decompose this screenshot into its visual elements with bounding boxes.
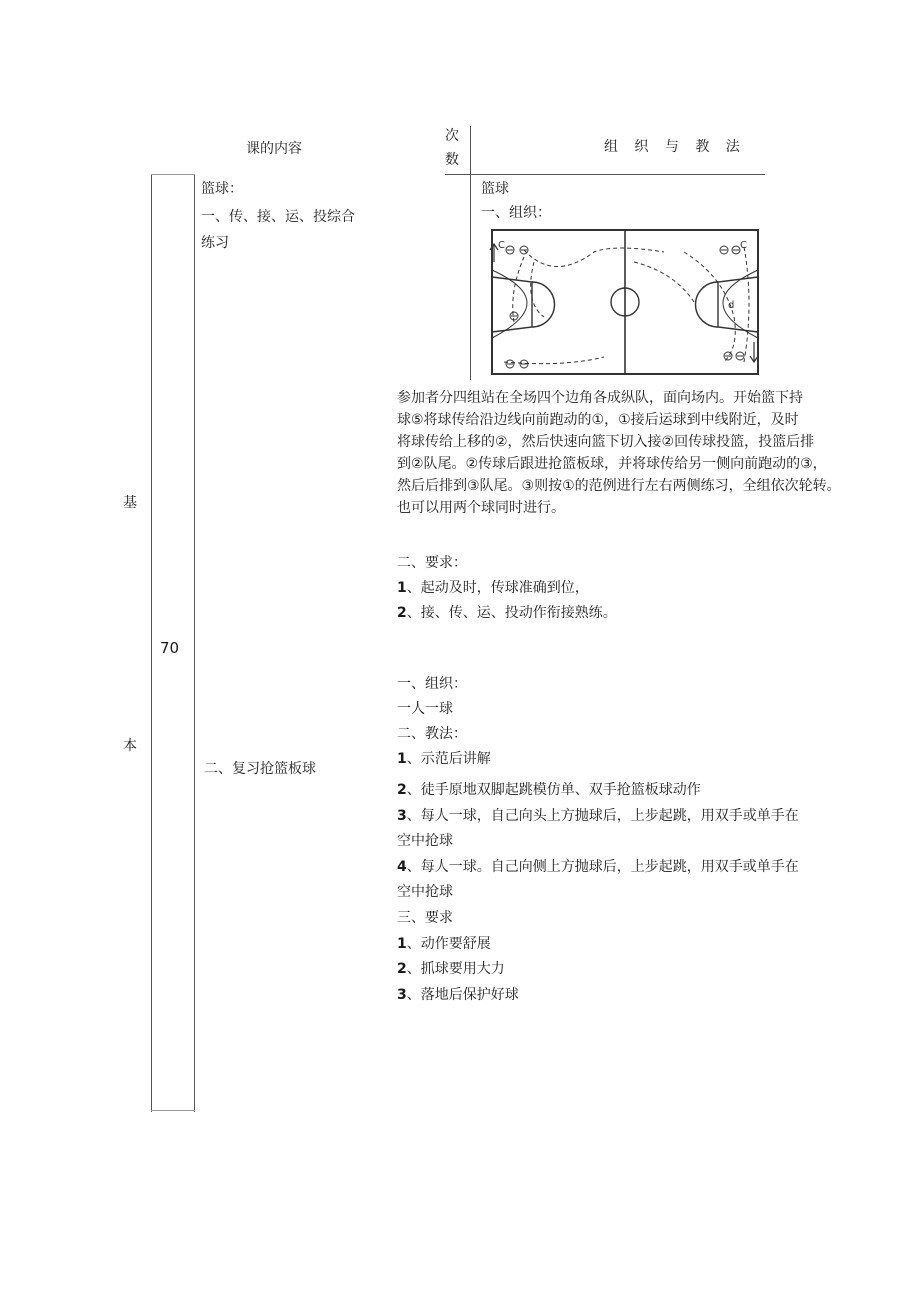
method2-teach-item-3 [397, 808, 799, 824]
minutes-value: 70 [160, 639, 180, 657]
content-column-header: 课的内容 [246, 141, 302, 157]
left-top-rule [151, 174, 195, 175]
method2-req-item-1 [397, 936, 491, 952]
method2-teach-item-4-cont [397, 884, 453, 900]
content-item1-title: 篮球： [201, 181, 243, 197]
desc-line: 参加者分四组站在全场四个边角各成纵队，面向场内。开始篮下持 [397, 390, 803, 406]
method1-org-label: 一、组织： [481, 205, 551, 221]
req-text: 、抓球要用大力 [406, 961, 505, 977]
teach-num: 3 [397, 808, 407, 824]
req-num: 1 [397, 580, 407, 596]
teach-num: 4 [397, 859, 407, 875]
method2-req-item-2 [397, 961, 505, 977]
teach-text: 空中抢球 [397, 884, 453, 900]
arrow-icon [750, 342, 758, 362]
desc-line: 球⑤将球传给沿边线向前跑动的①，①接后运球到中线附近，及时 [397, 412, 799, 428]
count-column-header-bottom: 数 [445, 152, 459, 168]
desc-line: 将球传给上移的②，然后快速向篮下切入接②回传球投篮，投篮后排 [397, 434, 815, 450]
minutes-column-divider [194, 174, 195, 1112]
court-marker-c-right: C [740, 240, 747, 251]
req-text: 、落地后保护好球 [406, 987, 519, 1003]
method2-req-label: 三、要求 [397, 910, 453, 926]
court-marker-c-left: C [498, 240, 505, 251]
method2-req-item-3 [397, 987, 519, 1003]
method2-teach-item-4 [397, 859, 799, 875]
method1-req-item-1 [397, 580, 589, 596]
part-label-char-1: 基 [123, 495, 137, 511]
method2-org-label: 一、组织： [397, 676, 467, 692]
method-inner-divider [470, 174, 471, 380]
req-text: 、接、传、运、投动作衔接熟练。 [406, 605, 617, 621]
req-num: 3 [397, 987, 407, 1003]
court-diagram [484, 222, 766, 382]
desc-line: 到②队尾。②传球后跟进抢篮板球，并将球传给另一侧向前跑动的③， [397, 456, 827, 472]
req-num: 1 [397, 936, 407, 952]
method-column-header: 组 织 与 教 法 [604, 139, 746, 155]
movement-path [524, 248, 664, 267]
req-num: 2 [397, 961, 407, 977]
desc-line: 也可以用两个球同时进行。 [397, 500, 565, 516]
teach-text: 、每人一球，自己向头上方抛球后，上步起跳，用双手或单手在 [406, 808, 799, 824]
method2-teach-item-1 [397, 751, 491, 767]
teach-text: 、示范后讲解 [406, 751, 491, 767]
method1-req-label: 二、要求： [397, 555, 467, 571]
method2-teach-label: 二、教法： [397, 726, 467, 742]
header-bottom-rule [445, 174, 765, 175]
movement-path [744, 247, 749, 362]
right-free-throw-arc [696, 282, 719, 327]
teach-num: 1 [397, 751, 407, 767]
left-bottom-rule [151, 1110, 195, 1111]
header-divider [470, 126, 471, 174]
teach-text: 空中抢球 [397, 833, 453, 849]
desc-line: 然后后排到③队尾。③则按①的范例进行左右两侧练习，全组依次轮转。 [397, 478, 841, 494]
court-marker-d: d [728, 300, 735, 311]
left-free-throw-arc [532, 282, 555, 327]
content-item2-title: 二、复习抢篮板球 [204, 761, 316, 777]
movement-path [634, 262, 694, 302]
method2-teach-item-3-cont [397, 833, 453, 849]
teach-text: 、徒手原地双脚起跳模仿单、双手抢篮板球动作 [406, 782, 701, 798]
content-item1-line2: 练习 [201, 235, 229, 251]
part-label-char-2: 本 [123, 738, 137, 754]
method2-org-text: 一人一球 [397, 701, 453, 717]
req-text: 、动作要舒展 [406, 936, 491, 952]
court-svg [484, 222, 766, 382]
left-lane [492, 277, 532, 332]
teach-num: 2 [397, 782, 407, 798]
teach-text: 、每人一球。自己向侧上方抛球后，上步起跳，用双手或单手在 [406, 859, 799, 875]
movement-path [504, 357, 604, 364]
part-column-divider [151, 174, 152, 1112]
req-num: 2 [397, 605, 407, 621]
method1-title: 篮球 [481, 181, 509, 197]
count-column-header-top: 次 [445, 128, 459, 144]
content-item1-line1: 一、传、接、运、投综合 [201, 209, 355, 225]
method2-teach-item-2 [397, 782, 701, 798]
method1-req-item-2 [397, 605, 617, 621]
right-lane [718, 277, 758, 332]
req-text: 、起动及时，传球准确到位， [406, 580, 589, 596]
